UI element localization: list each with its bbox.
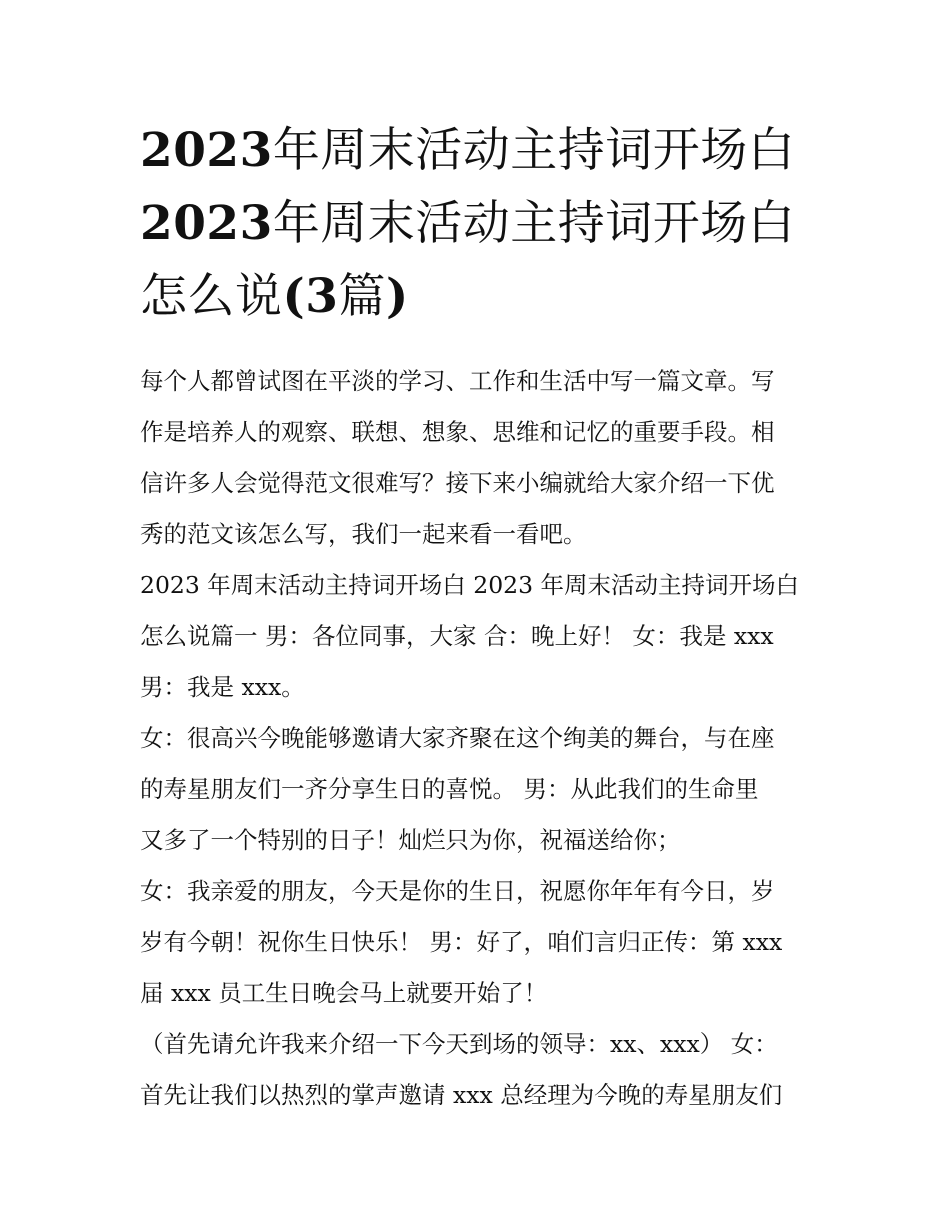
- body-line: 作是培养人的观察、联想、想象、思维和记忆的重要手段。相: [140, 418, 775, 446]
- body-line: 怎么说篇一 男：各位同事，大家 合：晚上好！ 女：我是 xxx: [140, 622, 774, 650]
- body-line: （首先请允许我来介绍一下今天到场的领导：xx、xxx） 女：: [140, 1030, 778, 1058]
- title-line-3: [140, 260, 830, 333]
- title-text: 年周末活动主持词开场白: [272, 196, 796, 251]
- title-year: 2023: [140, 196, 273, 251]
- body-line: 信许多人会觉得范文很难写？接下来小编就给大家介绍一下优: [140, 469, 775, 497]
- body-line: 男：我是 xxx。: [140, 673, 305, 701]
- body-line: 女：很高兴今晚能够邀请大家齐聚在这个绚美的舞台，与在座: [140, 724, 775, 752]
- title-count: (3: [282, 269, 339, 324]
- body-line: 又多了一个特别的日子！灿烂只为你，祝福送给你；: [140, 826, 681, 854]
- body-line: 届 xxx 员工生日晚会马上就要开始了！: [140, 979, 548, 1007]
- title-paren: ): [385, 269, 409, 324]
- title-line-1: [140, 114, 830, 187]
- body-line: 首先让我们以热烈的掌声邀请 xxx 总经理为今晚的寿星朋友们: [140, 1081, 783, 1109]
- body-line: 每个人都曾试图在平淡的学习、工作和生活中写一篇文章。写: [140, 367, 775, 395]
- document-title: [140, 114, 830, 333]
- body-line: 岁有今朝！祝你生日快乐！ 男：好了，咱们言归正传：第 xxx: [140, 928, 783, 956]
- title-text: 篇: [338, 269, 386, 324]
- title-year: 2023: [140, 123, 273, 178]
- title-text: 年周末活动主持词开场白: [272, 123, 796, 178]
- body-line: 的寿星朋友们一齐分享生日的喜悦。 男：从此我们的生命里: [140, 775, 759, 803]
- body-line: 2023 年周末活动主持词开场白 2023 年周末活动主持词开场白: [140, 571, 800, 599]
- document-body: [140, 356, 830, 1121]
- body-line: 秀的范文该怎么写，我们一起来看一看吧。: [140, 520, 587, 548]
- title-text: 怎么说: [140, 269, 283, 324]
- body-line: 女：我亲爱的朋友，今天是你的生日，祝愿你年年有今日，岁: [140, 877, 775, 905]
- title-line-2: [140, 187, 830, 260]
